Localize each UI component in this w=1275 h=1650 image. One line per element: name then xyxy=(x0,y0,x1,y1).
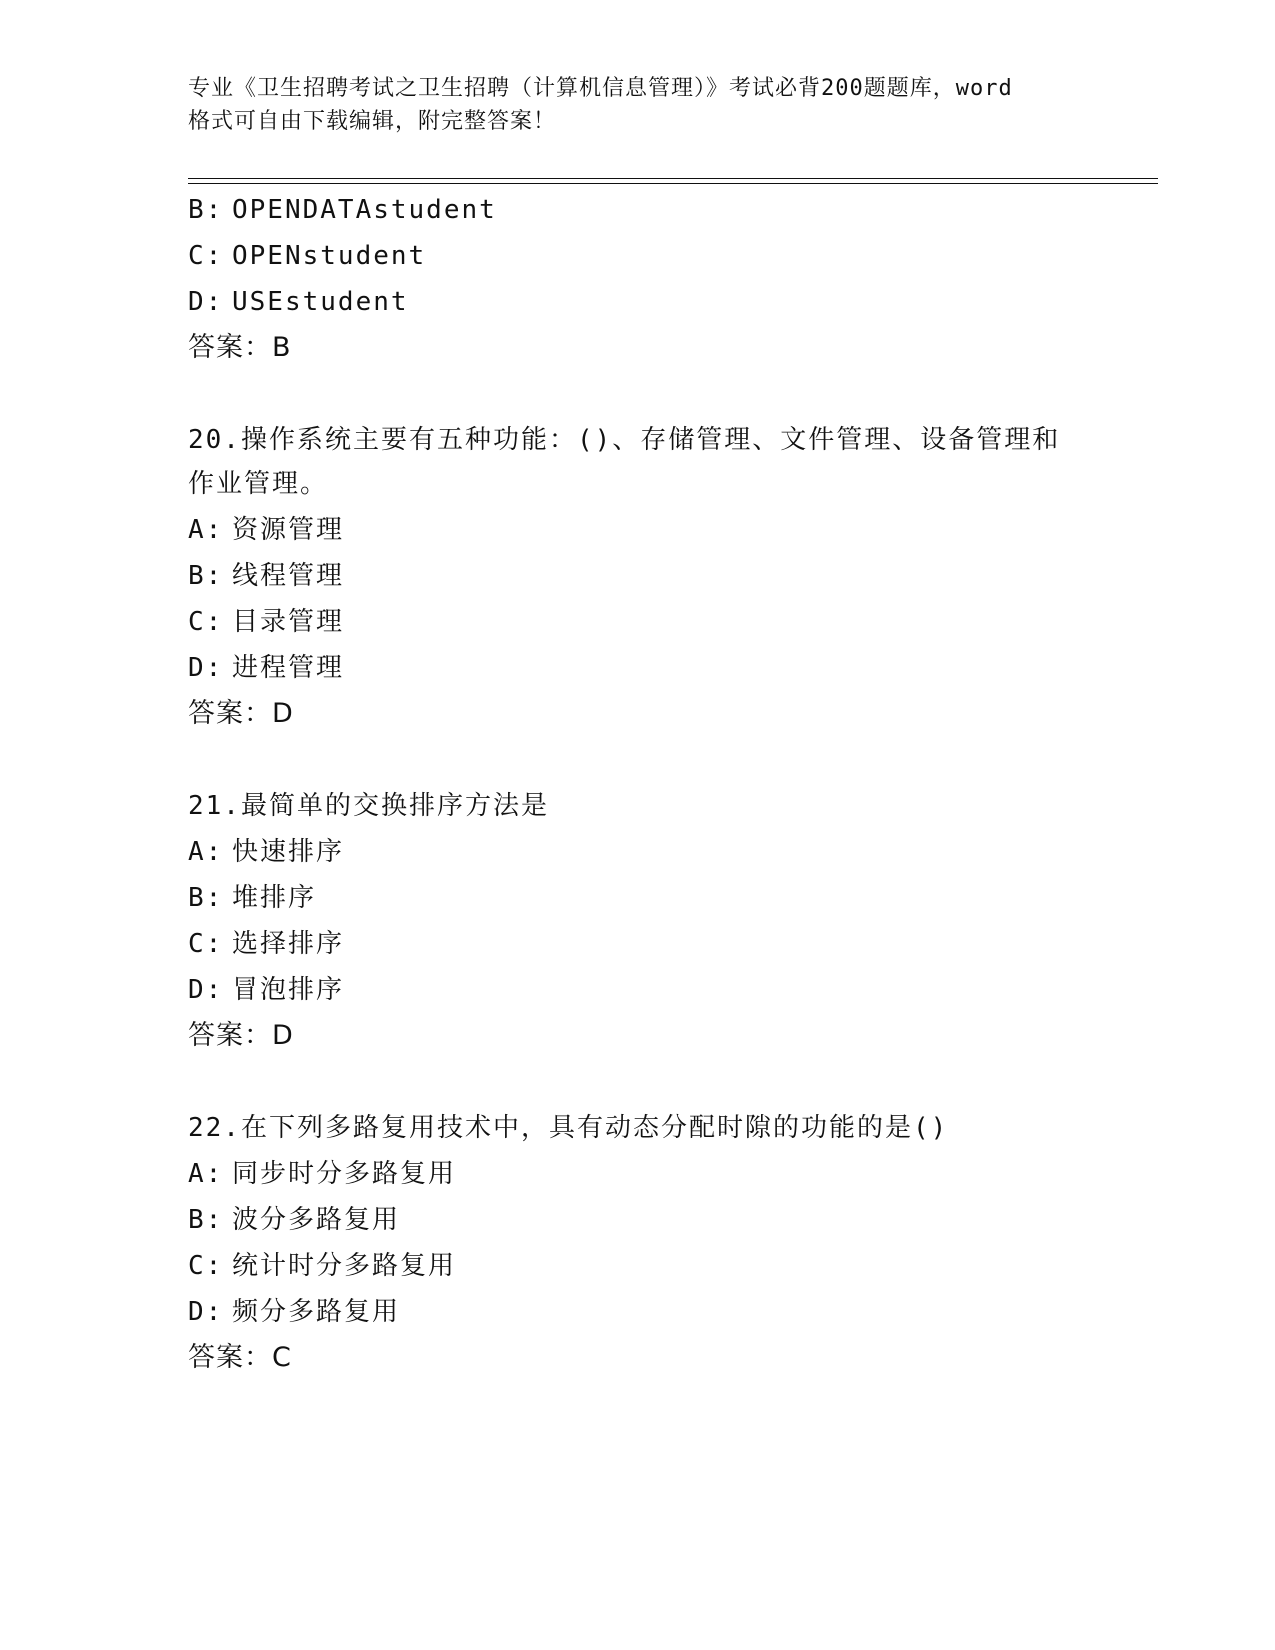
option-text: OPENstudent xyxy=(232,241,427,271)
option-letter: C: xyxy=(188,929,224,959)
option-letter: C: xyxy=(188,607,224,637)
option-letter: D: xyxy=(188,653,224,683)
header-line-2: 格式可自由下载编辑，附完整答案！ xyxy=(188,109,557,134)
option-text: 资源管理 xyxy=(232,515,345,545)
option-text: OPENDATAstudent xyxy=(232,195,497,225)
option-d xyxy=(188,1296,400,1328)
option-c xyxy=(188,606,344,638)
option-text: 线程管理 xyxy=(232,561,345,591)
question-stem-continued: 作业管理。 xyxy=(188,469,329,499)
option-letter: C: xyxy=(188,241,224,271)
option-text: 目录管理 xyxy=(232,607,345,637)
option-c xyxy=(188,1250,456,1282)
header-rule-top xyxy=(188,178,1158,179)
option-letter: A: xyxy=(188,515,224,545)
option-b xyxy=(188,194,497,226)
option-b xyxy=(188,560,344,592)
answer-line: 答案：C xyxy=(188,1342,292,1373)
answer-line: 答案：D xyxy=(188,1020,294,1051)
option-text: 波分多路复用 xyxy=(232,1205,401,1235)
option-text: 统计时分多路复用 xyxy=(232,1251,457,1281)
option-text: 冒泡排序 xyxy=(232,975,345,1005)
option-letter: D: xyxy=(188,1297,224,1327)
option-text: 进程管理 xyxy=(232,653,345,683)
option-letter: D: xyxy=(188,287,224,317)
option-d xyxy=(188,286,409,318)
option-letter: C: xyxy=(188,1251,224,1281)
document-header xyxy=(188,72,1088,138)
option-letter: B: xyxy=(188,883,224,913)
option-c xyxy=(188,928,344,960)
option-c xyxy=(188,240,426,272)
option-text: USEstudent xyxy=(232,287,409,317)
option-b xyxy=(188,882,316,914)
option-text: 选择排序 xyxy=(232,929,345,959)
option-text: 堆排序 xyxy=(232,883,317,913)
option-b xyxy=(188,1204,400,1236)
option-a xyxy=(188,514,344,546)
option-letter: A: xyxy=(188,837,224,867)
answer-line: 答案：B xyxy=(188,332,292,363)
option-d xyxy=(188,652,344,684)
header-line-1: 专业《卫生招聘考试之卫生招聘（计算机信息管理）》考试必背200题题库，word xyxy=(188,76,1013,101)
option-letter: B: xyxy=(188,561,224,591)
option-letter: B: xyxy=(188,1205,224,1235)
option-letter: D: xyxy=(188,975,224,1005)
option-letter: B: xyxy=(188,195,224,225)
question-stem: 20.操作系统主要有五种功能：()、存储管理、文件管理、设备管理和 xyxy=(188,425,1061,455)
question-stem: 21.最简单的交换排序方法是 xyxy=(188,791,549,821)
option-a xyxy=(188,836,344,868)
header-rule-bottom xyxy=(188,183,1158,184)
option-a xyxy=(188,1158,456,1190)
option-text: 同步时分多路复用 xyxy=(232,1159,457,1189)
question-stem: 22.在下列多路复用技术中，具有动态分配时隙的功能的是() xyxy=(188,1113,949,1143)
option-text: 快速排序 xyxy=(232,837,345,867)
option-letter: A: xyxy=(188,1159,224,1189)
answer-line: 答案：D xyxy=(188,698,294,729)
option-text: 频分多路复用 xyxy=(232,1297,401,1327)
option-d xyxy=(188,974,344,1006)
